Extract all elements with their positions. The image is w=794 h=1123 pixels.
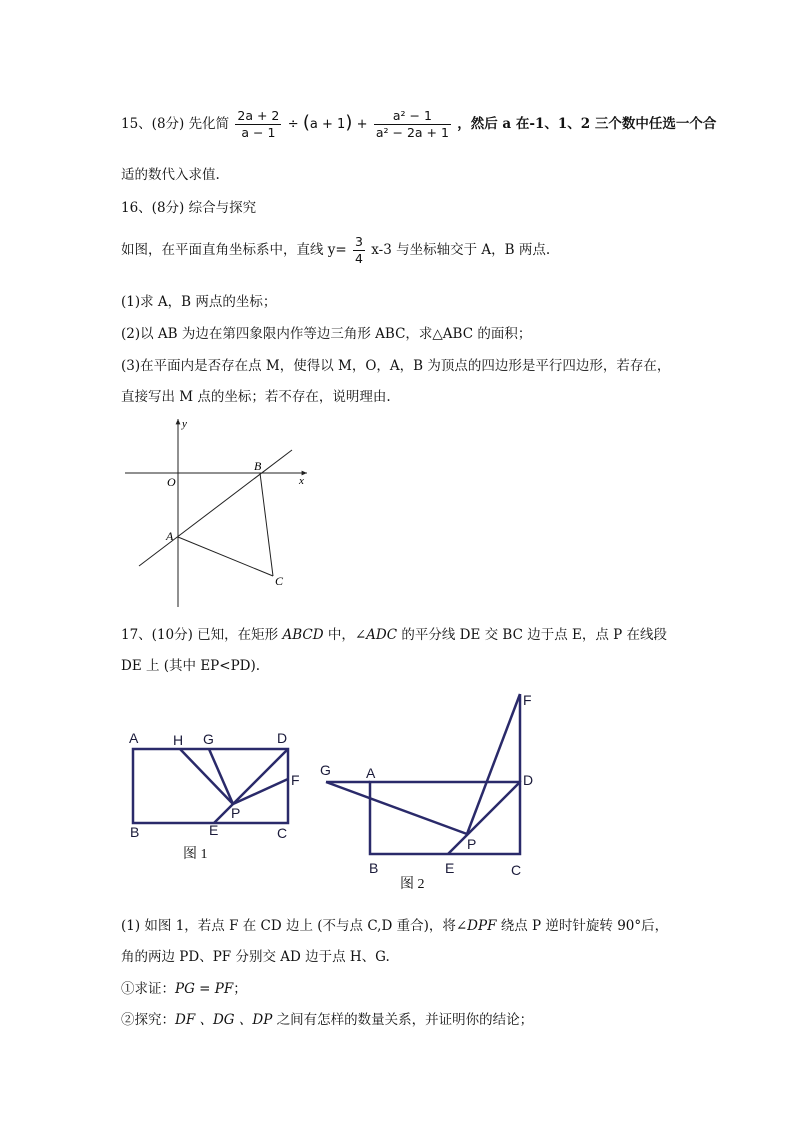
q15-paren-body: a + 1 xyxy=(309,117,346,132)
q16-part2: (2)以 AB 为边在第四象限内作等边三角形 ABC，求△ABC 的面积； xyxy=(121,326,532,342)
q17-line2: DE 上 (其中 EP<PD). xyxy=(121,658,261,674)
q16-title: 16、(8分) 综合与探究 xyxy=(121,200,257,216)
fig2-label-p: P xyxy=(467,836,477,852)
q15-frac1 xyxy=(235,108,281,141)
q16-slope-frac xyxy=(353,234,365,267)
q17-abcd: ABCD xyxy=(282,627,324,643)
fig2-label-g: G xyxy=(320,762,331,778)
q15-frac1-den: a − 1 xyxy=(241,125,276,140)
q16-intro-a: 如图，在平面直角坐标系中，直线 y= xyxy=(121,242,347,258)
fig2-label-f: F xyxy=(523,692,532,708)
fig2-caption: 图 2 xyxy=(400,877,425,892)
q17-s2-eq: PG = PF xyxy=(175,981,234,997)
q17-intro-a: 17、(10分) 已知，在矩形 xyxy=(121,627,283,643)
q17-sub1-explore xyxy=(121,1008,533,1028)
q15-div: ÷ xyxy=(287,117,299,132)
fig1-label-f: F xyxy=(291,772,300,788)
q15-line2: 适的数代入求值. xyxy=(121,167,220,183)
q16-label-c: C xyxy=(275,574,284,588)
q16-segment-ac xyxy=(178,537,273,576)
q16-segment-bc xyxy=(260,473,273,576)
fig1-line-pf xyxy=(233,779,288,804)
q16-label-a: A xyxy=(166,529,174,543)
q17-sub1-prove xyxy=(121,977,247,997)
q16-figure xyxy=(115,415,315,615)
q15-frac2-den: a² − 2a + 1 xyxy=(375,125,449,140)
q15-prefix: 15、(8分) 先化简 xyxy=(121,116,230,132)
q16-label-o: O xyxy=(167,475,176,489)
q17-s2b: ； xyxy=(233,981,247,997)
q15-frac1-num: 2a + 2 xyxy=(237,108,280,123)
q17-angle: ∠ADC xyxy=(354,627,398,643)
fig2-label-c: C xyxy=(511,862,522,878)
q15-paren-open: ( xyxy=(302,112,310,133)
fig1-line-pg xyxy=(209,749,233,804)
fig1-line-ph xyxy=(180,749,233,804)
fig1-label-p: P xyxy=(231,805,241,821)
q16-intro-b: x-3 与坐标轴交于 A，B 两点. xyxy=(371,242,551,258)
q17-s1b: 绕点 P 逆时针旋转 90°后， xyxy=(496,918,669,934)
q17-sub1-line1 xyxy=(121,914,668,934)
fig2-label-d: D xyxy=(523,772,534,788)
q16-part3a: (3)在平面内是否存在点 M，使得以 M，O，A，B 为顶点的四边形是平行四边形，若存在， xyxy=(121,358,671,374)
q15-frac2-num: a² − 1 xyxy=(374,108,451,125)
fig2-line-pf xyxy=(467,694,520,834)
q16-slope-den: 4 xyxy=(355,251,363,266)
q17-s3-vars: DF 、DG 、DP xyxy=(175,1012,273,1028)
q17-s2a: ①求证： xyxy=(121,981,175,997)
fig2-rectangle xyxy=(370,782,520,854)
fig2-label-b: B xyxy=(369,860,379,876)
q17-sub1-line2: 角的两边 PD、PF 分别交 AD 边于点 H、G. xyxy=(121,949,390,965)
q15-line1 xyxy=(121,108,716,141)
q15-suffix: ，然后 a 在-1、1、2 三个数中任选一个合 xyxy=(457,116,717,132)
q17-figure-1 xyxy=(120,722,310,867)
q15-frac2 xyxy=(374,108,451,141)
q16-label-b: B xyxy=(254,459,262,473)
q16-part3b: 直接写出 M 点的坐标；若不存在，说明理由. xyxy=(121,389,391,405)
fig2-label-a: A xyxy=(366,765,376,781)
fig1-label-d: D xyxy=(277,730,288,746)
fig1-label-e: E xyxy=(209,822,219,838)
fig2-label-e: E xyxy=(445,860,455,876)
fig1-label-b: B xyxy=(130,824,140,840)
fig1-caption: 图 1 xyxy=(183,847,208,862)
fig1-label-c: C xyxy=(277,825,288,841)
q16-label-y: y xyxy=(182,418,187,430)
fig1-rectangle xyxy=(133,749,288,823)
q17-s1-angle: ∠DPF xyxy=(455,918,497,934)
q17-s3a: ②探究： xyxy=(121,1012,175,1028)
q16-part1: (1)求 A，B 两点的坐标； xyxy=(121,294,277,310)
q17-s3b: 之间有怎样的数量关系，并证明你的结论； xyxy=(272,1012,534,1028)
fig1-label-a: A xyxy=(129,730,139,746)
q17-figure-2 xyxy=(312,685,552,895)
fig1-label-g: G xyxy=(203,731,214,747)
q15-plus: + xyxy=(356,117,368,132)
q16-intro xyxy=(121,234,550,267)
q16-label-x: x xyxy=(299,475,304,487)
q15-paren-close: ) xyxy=(345,112,353,133)
q16-slope-num: 3 xyxy=(355,234,363,249)
q17-intro-c: 的平分线 DE 交 BC 边于点 E，点 P 在线段 xyxy=(397,627,668,643)
fig1-label-h: H xyxy=(173,732,184,748)
q17-intro-b: 中， xyxy=(323,627,355,643)
fig2-line-pg xyxy=(326,782,467,834)
q17-line1 xyxy=(121,623,667,643)
fig2-line-de xyxy=(448,782,520,854)
q17-s1a: (1) 如图 1，若点 F 在 CD 边上 (不与点 C,D 重合)，将 xyxy=(121,918,456,934)
